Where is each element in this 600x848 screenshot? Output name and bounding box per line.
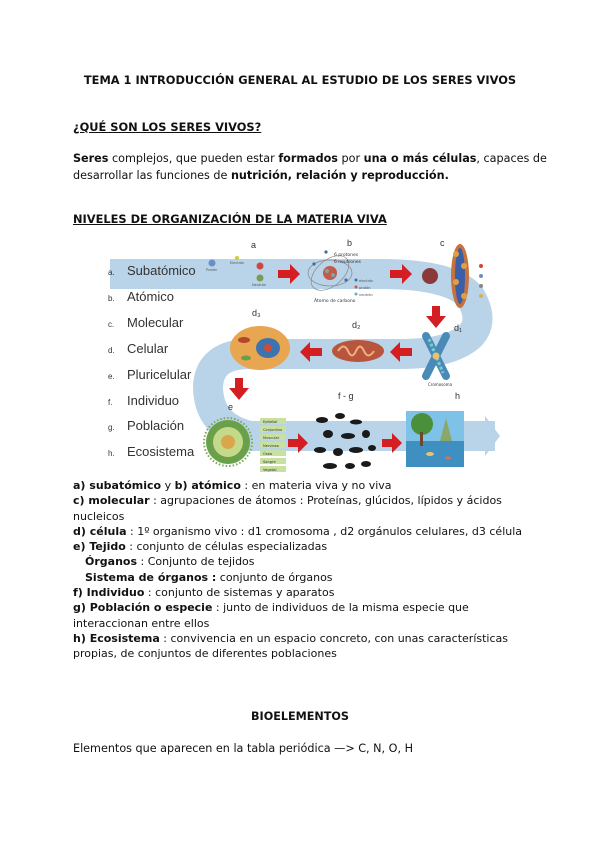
level-letter: c. — [108, 320, 115, 329]
bioelements-heading: BIOELEMENTOS — [251, 710, 349, 723]
section-heading-what-are-living-beings: ¿QUÉ SON LOS SERES VIVOS? — [73, 120, 262, 134]
level-name: Ecosistema — [127, 444, 195, 459]
level-letter: e. — [108, 372, 115, 381]
stage-label-b: b — [347, 238, 353, 248]
list-item: interaccionan entre ellos — [73, 616, 210, 630]
list-item: Sistema de órganos : conjunto de órganos — [85, 570, 333, 584]
stage-label-fg: f - g — [338, 391, 354, 401]
stage-label-h: h — [455, 391, 461, 401]
stage-label-d2: d₂ — [352, 320, 361, 330]
svg-text:Sangre: Sangre — [263, 460, 276, 464]
svg-text:Electrón: Electrón — [230, 261, 245, 265]
ecosystem-illustration — [406, 411, 464, 467]
page-title: TEMA 1 INTRODUCCIÓN GENERAL AL ESTUDIO DE LOS SERES VIVOS — [83, 73, 517, 87]
organelle-illustration — [332, 340, 384, 362]
level-letter: h. — [108, 449, 115, 458]
level-letter: g. — [108, 423, 115, 432]
svg-text:6 neutrones: 6 neutrones — [334, 260, 361, 265]
list-item: g) Población o especie : junto de individuos de la misma especie que — [73, 601, 469, 615]
level-name: Molecular — [127, 315, 184, 330]
arrow-c-d1 — [426, 306, 446, 328]
svg-text:Epitelial: Epitelial — [263, 420, 278, 424]
level-name: Atómico — [127, 289, 174, 304]
list-item: h) Ecosistema : convivencia en un espacio concreto, con unas características — [73, 631, 509, 645]
list-item: propias, de conjuntos de diferentes poblaciones — [73, 647, 337, 661]
def-bold-seres: Seres — [73, 152, 109, 165]
list-item: e) Tejido : conjunto de células especializadas — [73, 540, 328, 554]
svg-text:electrón: electrón — [359, 279, 374, 283]
svg-text:Átomo de carbono: Átomo de carbono — [314, 299, 356, 304]
svg-text:Óseo: Óseo — [263, 452, 273, 456]
list-item: f) Individuo : conjunto de sistemas y aparatos — [73, 586, 335, 600]
cell-illustration — [230, 326, 290, 370]
level-name: Celular — [127, 341, 169, 356]
level-name: Individuo — [127, 393, 180, 408]
level-letter: d. — [108, 346, 115, 355]
arrow-d3-e — [229, 378, 249, 400]
level-letter: a. — [108, 268, 115, 277]
bioelements-text: Elementos que aparecen en la tabla periódica —> C, N, O, H — [73, 742, 413, 755]
list-item: d) célula : 1º organismo vivo : d1 cromosoma , d2 orgánulos celulares, d3 célula — [73, 524, 523, 538]
stage-label-c: c — [440, 238, 445, 248]
stage-label-a: a — [251, 240, 257, 250]
list-item: nucleicos — [73, 509, 125, 523]
svg-text:6 protones: 6 protones — [334, 253, 359, 258]
diagram-svg — [100, 236, 500, 476]
svg-text:protón: protón — [359, 286, 371, 290]
stage-label-d1: d₁ — [454, 323, 463, 333]
svg-text:Protón: Protón — [206, 268, 218, 272]
svg-text:Nervioso: Nervioso — [263, 444, 279, 448]
organization-levels-diagram — [100, 236, 500, 476]
levels-explanation-list — [73, 478, 543, 662]
level-letter: b. — [108, 294, 115, 303]
list-item: a) subatómico y b) atómico : en materia viva y no viva — [73, 479, 392, 492]
level-letter: f. — [108, 398, 113, 407]
stage-label-e: e — [228, 402, 234, 412]
level-name: Subatómico — [127, 263, 196, 278]
definition-paragraph: Seres complejos, que pueden estar formados por una o más células, capaces de desarrollar las funciones de nutrición, relación y reproducción. — [73, 152, 547, 182]
level-name: Pluricelular — [127, 367, 192, 382]
list-item: c) molecular : agrupaciones de átomos : Proteínas, glúcidos, lípidos y ácidos — [73, 494, 502, 508]
list-item: Órganos : Conjunto de tejidos — [85, 555, 255, 569]
tissue-labels — [260, 418, 286, 472]
svg-text:Cromosoma: Cromosoma — [428, 382, 453, 387]
svg-text:Conjuntivo: Conjuntivo — [263, 428, 283, 432]
svg-text:neutrón: neutrón — [359, 293, 373, 297]
stage-label-d3: d₃ — [252, 308, 261, 318]
section-heading-organization-levels: NIVELES DE ORGANIZACIÓN DE LA MATERIA VIVA — [73, 212, 387, 226]
svg-text:Vegetal: Vegetal — [263, 468, 277, 472]
level-list — [108, 263, 196, 459]
svg-text:Neutrón: Neutrón — [252, 283, 267, 287]
svg-text:Muscular: Muscular — [263, 436, 280, 440]
level-name: Población — [127, 418, 185, 433]
